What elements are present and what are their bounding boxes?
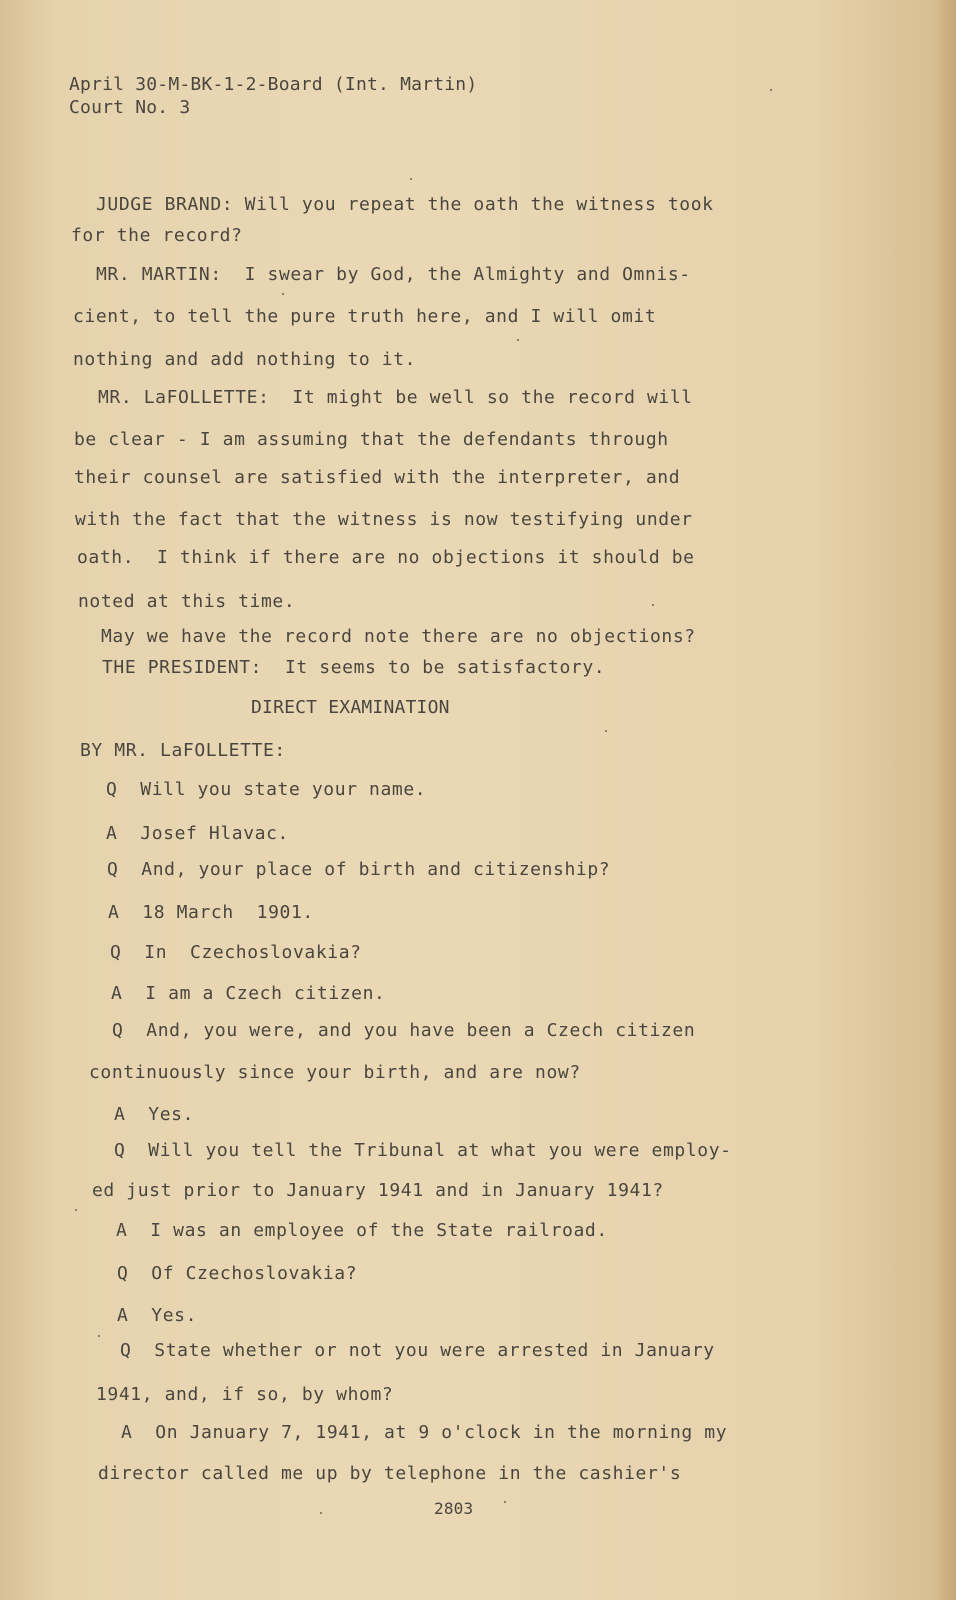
transcript-line: A I was an employee of the State railroad. (116, 1220, 608, 1241)
transcript-line: JUDGE BRAND: Will you repeat the oath the witness took (96, 194, 714, 215)
transcript-line: cient, to tell the pure truth here, and I will omit (73, 306, 657, 327)
transcript-line: A 18 March 1901. (108, 902, 314, 923)
transcript-line: Q And, you were, and you have been a Czech citizen (112, 1020, 696, 1041)
document-header-line-2: Court No. 3 (69, 97, 191, 118)
transcript-line: Q In Czechoslovakia? (110, 942, 362, 963)
ink-speck (605, 730, 607, 732)
transcript-line: their counsel are satisfied with the interpreter, and (74, 467, 681, 488)
document-header-line-1: April 30-M-BK-1-2-Board (Int. Martin) (69, 74, 478, 95)
ink-speck (282, 293, 284, 295)
transcript-line: oath. I think if there are no objections it should be (77, 547, 695, 568)
section-heading: DIRECT EXAMINATION (251, 697, 450, 718)
ink-speck (320, 1512, 322, 1514)
transcript-line: 1941, and, if so, by whom? (96, 1384, 394, 1405)
transcript-line: A I am a Czech citizen. (111, 983, 386, 1004)
ink-speck (98, 1335, 100, 1337)
transcript-line: MR. LaFOLLETTE: It might be well so the record will (98, 387, 693, 408)
transcript-line: A Josef Hlavac. (106, 823, 289, 844)
ink-speck (652, 604, 654, 606)
ink-speck (517, 339, 519, 341)
transcript-line: ed just prior to January 1941 and in January 1941? (92, 1180, 664, 1201)
transcript-line: Q Of Czechoslovakia? (117, 1263, 358, 1284)
ink-speck (75, 1209, 77, 1211)
ink-speck (504, 1501, 506, 1503)
transcript-line: Q And, your place of birth and citizenship? (107, 859, 611, 880)
transcript-line: MR. MARTIN: I swear by God, the Almighty and Omnis- (96, 264, 691, 285)
transcript-line: THE PRESIDENT: It seems to be satisfactory. (102, 657, 606, 678)
transcript-line: A Yes. (114, 1104, 195, 1125)
transcript-line: Q State whether or not you were arrested in January (120, 1340, 715, 1361)
transcript-line: director called me up by telephone in the cashier's (98, 1463, 682, 1484)
ink-speck (410, 178, 412, 180)
transcript-line: nothing and add nothing to it. (73, 349, 417, 370)
transcript-line: A Yes. (117, 1305, 198, 1326)
transcript-line: May we have the record note there are no objections? (101, 626, 696, 647)
transcript-line: with the fact that the witness is now testifying under (75, 509, 693, 530)
transcript-line: be clear - I am assuming that the defendants through (74, 429, 669, 450)
transcript-line: Q Will you state your name. (106, 779, 427, 800)
transcript-line: noted at this time. (78, 591, 296, 612)
transcript-line: Q Will you tell the Tribunal at what you were employ- (114, 1140, 732, 1161)
transcript-line: continuously since your birth, and are now? (89, 1062, 581, 1083)
transcript-line: for the record? (71, 225, 243, 246)
transcript-line: A On January 7, 1941, at 9 o'clock in the morning my (121, 1422, 728, 1443)
ink-speck (770, 89, 772, 91)
page-number: 2803 (434, 1499, 474, 1518)
transcript-line: BY MR. LaFOLLETTE: (80, 740, 286, 761)
